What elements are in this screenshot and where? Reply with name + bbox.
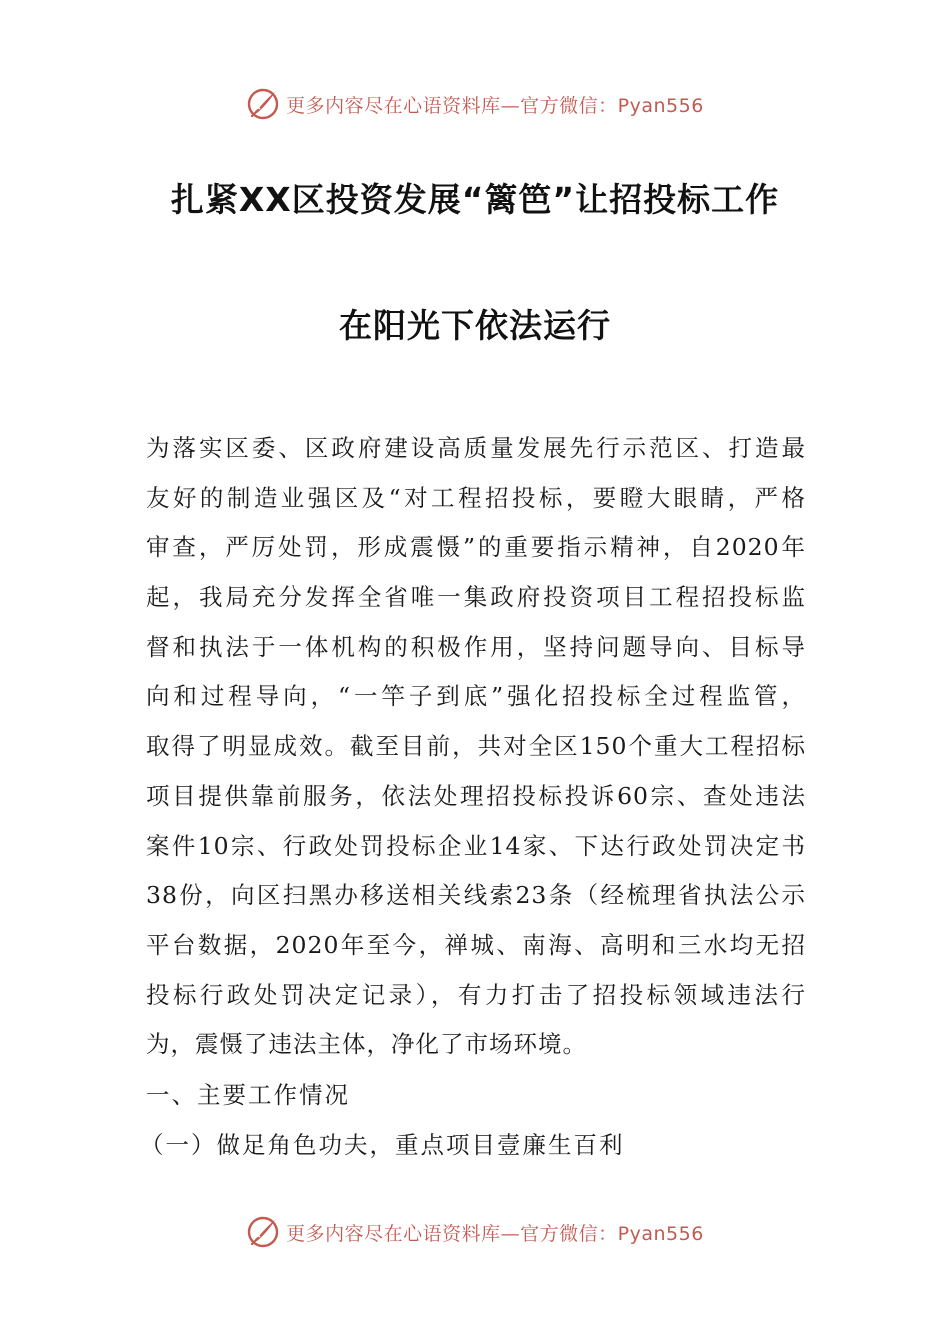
watermark-text: 更多内容尽在心语资料库—官方微信：Pyan556 (286, 1222, 704, 1245)
document-title-line-2: 在阳光下依法运行 (339, 306, 611, 345)
paragraph-line: 向和过程导向，“一竿子到底”强化招投标全过程监管， (146, 682, 806, 711)
paragraph-line: 投标行政处罚决定记录），有力打击了招投标领域违法行 (146, 980, 806, 1009)
paragraph-line: 友好的制造业强区及“对工程招投标，要瞪大眼睛，严格 (146, 483, 806, 512)
document-title-line-1: 扎紧XX区投资发展“篱笆”让招投标工作 (170, 180, 780, 219)
subsection-heading-1: （一）做足角色功夫，重点项目壹廉生百利 (140, 1131, 625, 1159)
intro-paragraph (146, 424, 806, 1070)
paragraph-line: 为，震慑了违法主体，净化了市场环境。 (146, 1030, 587, 1059)
paragraph-line: 取得了明显成效。截至目前，共对全区150个重大工程招标 (146, 732, 806, 761)
paragraph-line: 38份，向区扫黑办移送相关线索23条（经梳理省执法公示 (146, 881, 806, 910)
paragraph-line: 督和执法于一体机构的积极作用，坚持问题导向、目标导 (146, 632, 806, 661)
watermark-header (0, 84, 950, 124)
paragraph-line: 起，我局充分发挥全省唯一集政府投资项目工程招投标监 (146, 583, 806, 612)
watermark-footer (0, 1212, 950, 1252)
paragraph-line: 审查，严厉处罚，形成震慑”的重要指示精神，自2020年 (146, 533, 806, 562)
quill-pen-logo-icon (246, 1215, 280, 1249)
watermark-text: 更多内容尽在心语资料库—官方微信：Pyan556 (286, 94, 704, 117)
paragraph-line: 为落实区委、区政府建设高质量发展先行示范区、打造最 (146, 434, 806, 462)
section-heading-main-work: 一、主要工作情况 (146, 1081, 350, 1109)
paragraph-line: 平台数据，2020年至今，禅城、南海、高明和三水均无招 (146, 930, 806, 959)
paragraph-line: 案件10宗、行政处罚投标企业14家、下达行政处罚决定书 (146, 831, 806, 860)
paragraph-line: 项目提供靠前服务，依法处理招投标投诉60宗、查处违法 (146, 781, 806, 810)
quill-pen-logo-icon (246, 87, 280, 121)
